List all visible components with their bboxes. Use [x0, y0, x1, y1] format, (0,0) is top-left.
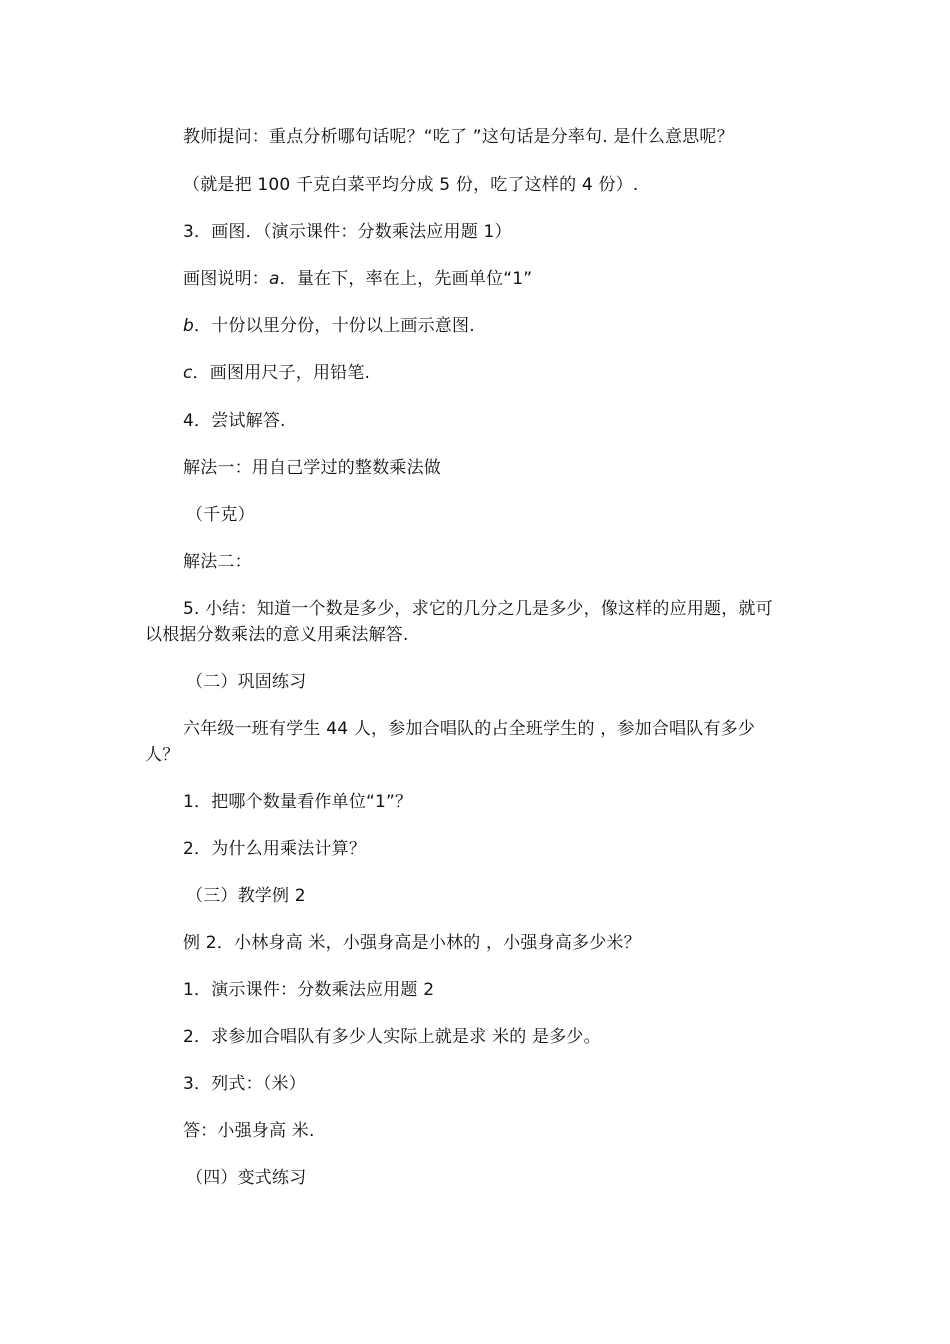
paragraph-answer: 答：小强身高 米.: [183, 1121, 315, 1141]
draw-note-letter-a: a: [269, 269, 280, 289]
section-heading-practice: （二）巩固练习: [186, 672, 307, 692]
paragraph-summary-line-1: 5. 小结：知道一个数是多少，求它的几分之几是多少，像这样的应用题，就可: [183, 599, 773, 619]
paragraph-demo-step-1: 1．演示课件：分数乘法应用题 2: [183, 980, 435, 1000]
paragraph-demo-step-3: 3．列式：（米）: [183, 1074, 306, 1094]
paragraph-summary-line-2: 以根据分数乘法的意义用乘法解答.: [145, 625, 409, 645]
draw-note-letter-c: c: [183, 363, 193, 383]
paragraph-step-4-try: 4．尝试解答.: [183, 411, 286, 431]
paragraph-question-2: 2．为什么用乘法计算？: [183, 839, 367, 859]
draw-note-c-text: ．画图用尺子，用铅笔.: [192, 363, 371, 383]
paragraph-solution-2: 解法二：: [183, 552, 252, 572]
draw-note-prefix: 画图说明：: [183, 269, 269, 289]
paragraph-draw-note-c: [183, 361, 370, 385]
paragraph-unit-kg: （千克）: [186, 505, 255, 525]
paragraph-problem-line-1: 六年级一班有学生 44 人，参加合唱队的占全班学生的 ，参加合唱队有多少: [183, 719, 756, 739]
paragraph-problem-line-2: 人？: [145, 745, 180, 765]
draw-note-a-text: ．量在下，率在上，先画单位“1”: [279, 269, 533, 289]
paragraph-example-2: 例 2．小林身高 米，小强身高是小林的 ，小强身高多少米？: [183, 933, 641, 953]
draw-note-letter-b: b: [183, 316, 194, 336]
paragraph-draw-note-b: [183, 314, 475, 338]
section-heading-variation: （四）变式练习: [186, 1168, 307, 1188]
paragraph-solution-1: 解法一：用自己学过的整数乘法做: [183, 458, 441, 478]
draw-note-b-text: ．十份以里分份，十份以上画示意图.: [194, 316, 475, 336]
section-heading-example-2: （三）教学例 2: [186, 886, 306, 906]
paragraph-question-1: 1．把哪个数量看作单位“1”？: [183, 792, 413, 812]
paragraph-step-3-draw: 3．画图．（演示课件：分数乘法应用题 1）: [183, 222, 512, 242]
paragraph-teacher-question: 教师提问：重点分析哪句话呢？“吃了 ”这句话是分率句. 是什么意思呢？: [183, 127, 734, 147]
paragraph-explanation: （就是把 100 千克白菜平均分成 5 份，吃了这样的 4 份）.: [183, 175, 639, 195]
paragraph-draw-note-a: [183, 267, 532, 291]
paragraph-demo-step-2: 2．求参加合唱队有多少人实际上就是求 米的 是多少。: [183, 1027, 601, 1047]
